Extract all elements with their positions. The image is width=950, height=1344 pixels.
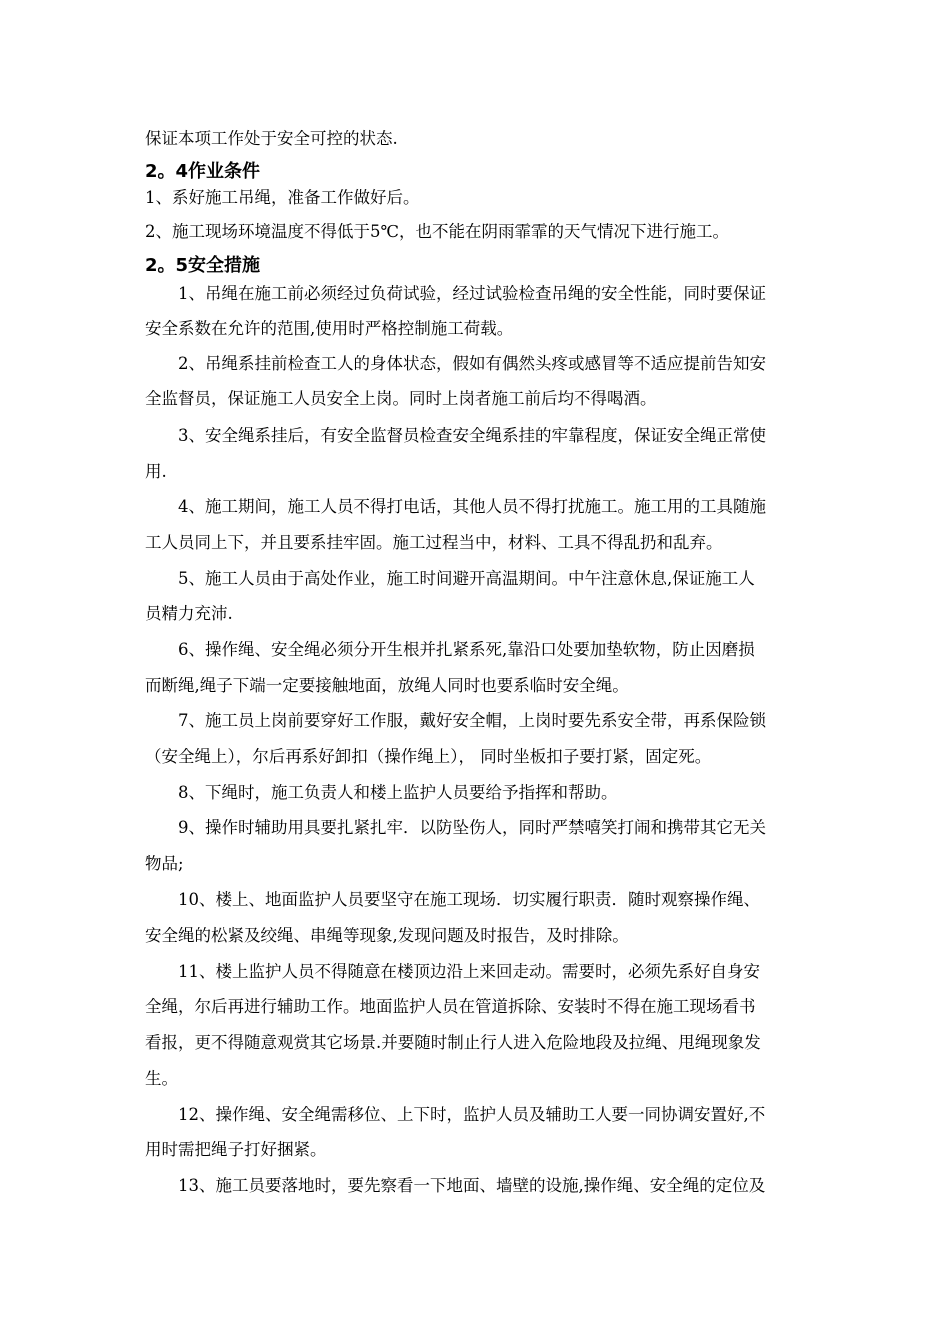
safety-line: 而断绳,绳子下端一定要接触地面，放绳人同时也要系临时安全绳。	[145, 676, 629, 695]
section-heading-conditions: 2。4作业条件	[145, 161, 261, 182]
safety-line: 看报，更不得随意观赏其它场景.并要随时制止行人进入危险地段及拉绳、甩绳现象发	[145, 1033, 761, 1052]
safety-line: 全监督员，保证施工人员安全上岗。同时上岗者施工前后均不得喝酒。	[145, 389, 657, 408]
safety-line: 生。	[145, 1069, 178, 1088]
safety-line: 8、下绳时，施工负责人和楼上监护人员要给予指挥和帮助。	[178, 783, 618, 802]
safety-line: 6、操作绳、安全绳必须分开生根并扎紧系死,靠沿口处要加垫软物，防止因磨损	[178, 640, 755, 659]
intro-line: 保证本项工作处于安全可控的状态.	[145, 129, 398, 148]
safety-line: 11、楼上监护人员不得随意在楼顶边沿上来回走动。需要时，必须先系好自身安	[178, 962, 760, 981]
condition-item-2: 2、施工现场环境温度不得低于5℃，也不能在阴雨霏霏的天气情况下进行施工。	[145, 222, 729, 241]
section-heading-safety: 2。5安全措施	[145, 255, 261, 276]
safety-line: 7、施工员上岗前要穿好工作服，戴好安全帽，上岗时要先系安全带，再系保险锁	[178, 711, 766, 730]
safety-line: （安全绳上），尔后再系好卸扣（操作绳上）， 同时坐板扣子要打紧，固定死。	[145, 747, 712, 766]
safety-line: 12、操作绳、安全绳需移位、上下时，监护人员及辅助工人要一同协调安置好,不	[178, 1105, 766, 1124]
safety-line: 全绳，尔后再进行辅助工作。地面监护人员在管道拆除、安装时不得在施工现场看书	[145, 997, 756, 1016]
safety-line: 物品;	[145, 854, 184, 873]
safety-line: 10、楼上、地面监护人员要坚守在施工现场．切实履行职责．随时观察操作绳、	[178, 890, 760, 909]
safety-line: 13、施工员要落地时，要先察看一下地面、墙壁的设施,操作绳、安全绳的定位及	[178, 1176, 766, 1195]
safety-line: 安全绳的松紧及绞绳、串绳等现象,发现问题及时报告，及时排除。	[145, 926, 629, 945]
safety-line: 4、施工期间，施工人员不得打电话，其他人员不得打扰施工。施工用的工具随施	[178, 497, 766, 516]
safety-line: 5、施工人员由于高处作业，施工时间避开高温期间。中午注意休息,保证施工人	[178, 569, 755, 588]
safety-line: 1、吊绳在施工前必须经过负荷试验，经过试验检查吊绳的安全性能，同时要保证	[178, 284, 766, 303]
condition-item-1: 1、系好施工吊绳，准备工作做好后。	[145, 188, 420, 207]
safety-line: 9、操作时辅助用具要扎紧扎牢．以防坠伤人，同时严禁嘻笑打闹和携带其它无关	[178, 818, 766, 837]
safety-line: 工人员同上下，并且要系挂牢固。施工过程当中，材料、工具不得乱扔和乱弃。	[145, 533, 723, 552]
safety-line: 用.	[145, 462, 167, 481]
safety-line: 3、安全绳系挂后，有安全监督员检查安全绳系挂的牢靠程度，保证安全绳正常使	[178, 426, 766, 445]
safety-line: 员精力充沛.	[145, 604, 233, 623]
safety-line: 2、吊绳系挂前检查工人的身体状态，假如有偶然头疼或感冒等不适应提前告知安	[178, 354, 766, 373]
safety-line: 用时需把绳子打好捆紧。	[145, 1140, 327, 1159]
safety-line: 安全系数在允许的范围,使用时严格控制施工荷载。	[145, 319, 514, 338]
